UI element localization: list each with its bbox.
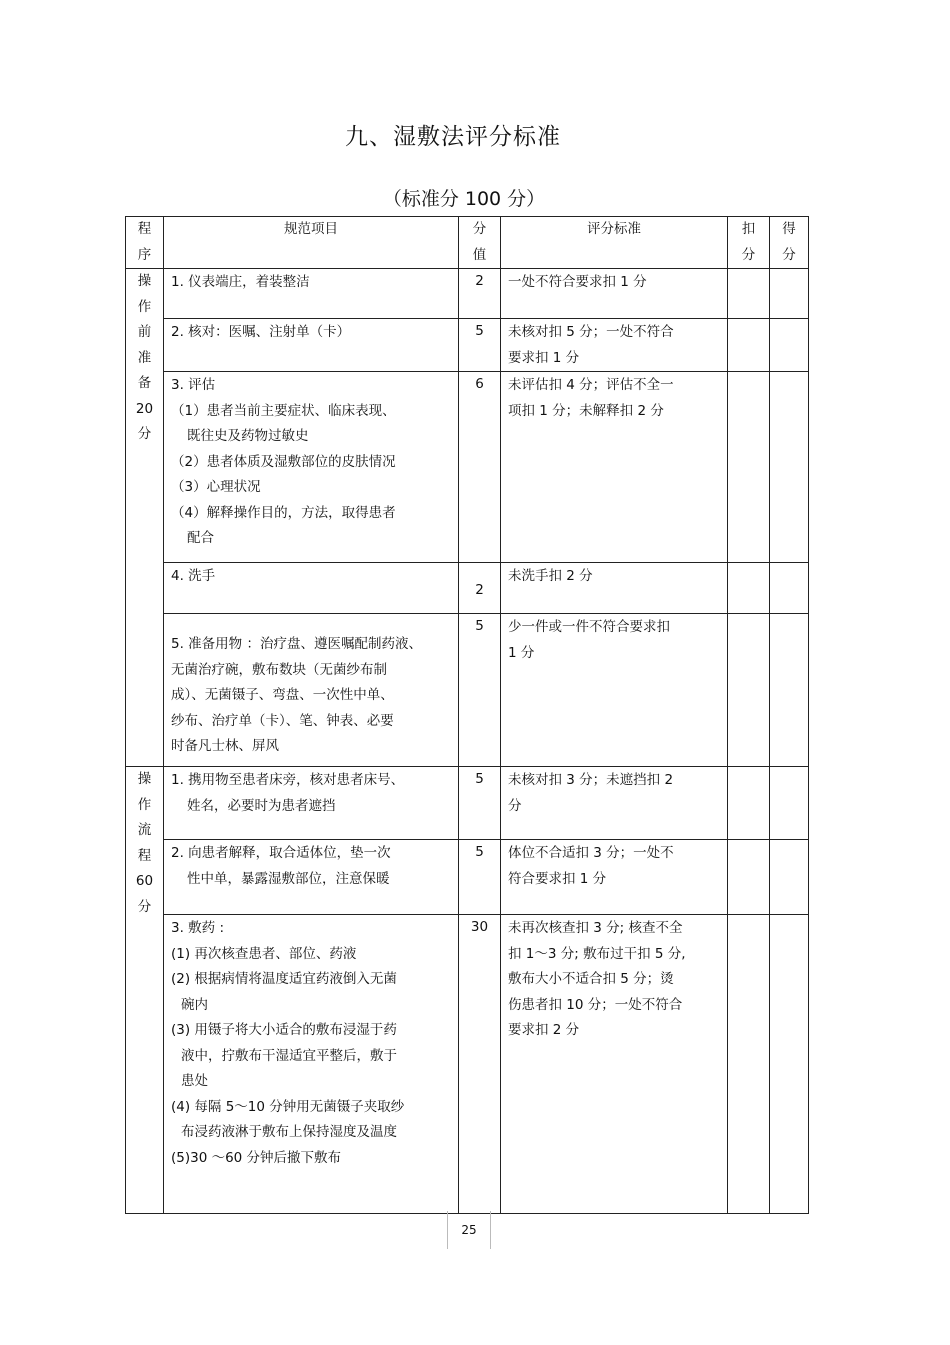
get-cell[interactable] — [770, 563, 809, 614]
score-cell: 5 — [459, 614, 501, 767]
header-item: 规范项目 — [164, 217, 459, 269]
score-cell: 6 — [459, 372, 501, 563]
table-row — [126, 372, 809, 563]
criteria-cell: 少一件或一件不符合要求扣 1 分 — [501, 614, 728, 767]
table-row — [126, 840, 809, 915]
table-row — [126, 563, 809, 614]
header-get: 得 分 — [770, 217, 809, 269]
item-cell: 3. 评估 （1）患者当前主要症状、临床表现、 既往史及药物过敏史 （2）患者体质及湿敷部位的皮肤情况 （3）心理状况 （4）解释操作目的，方法，取得患者 配合 — [164, 372, 459, 563]
deduct-cell[interactable] — [728, 319, 770, 372]
get-cell[interactable] — [770, 840, 809, 915]
item-cell: 5. 准备用物 ：治疗盘、遵医嘱配制药液、 无菌治疗碗，敷布数块（无菌纱布制 成）、无菌镊子、弯盘、一次性中单、 纱布、治疗单（卡）、笔、钟表、必要 时备凡士林、屏风 — [164, 614, 459, 767]
stage-prep: 操 作 前 准 备 20 分 — [126, 269, 164, 767]
score-cell: 2 — [459, 269, 501, 319]
table-header-row — [126, 217, 809, 269]
table-row — [126, 614, 809, 767]
deduct-cell[interactable] — [728, 767, 770, 840]
criteria-cell: 未核对扣 5 分；一处不符合 要求扣 1 分 — [501, 319, 728, 372]
page-number: 25 — [461, 1223, 477, 1237]
header-score: 分 值 — [459, 217, 501, 269]
item-cell: 2. 向患者解释，取合适体位，垫一次 性中单，暴露湿敷部位，注意保暖 — [164, 840, 459, 915]
criteria-cell: 未洗手扣 2 分 — [501, 563, 728, 614]
scoring-table — [125, 216, 809, 1214]
header-stage: 程 序 — [126, 217, 164, 269]
criteria-cell: 体位不合适扣 3 分；一处不 符合要求扣 1 分 — [501, 840, 728, 915]
page-title: 九、湿敷法评分标准 — [345, 124, 561, 150]
criteria-cell: 未评估扣 4 分；评估不全一 项扣 1 分；未解释扣 2 分 — [501, 372, 728, 563]
deduct-cell[interactable] — [728, 269, 770, 319]
deduct-cell[interactable] — [728, 614, 770, 767]
get-cell[interactable] — [770, 319, 809, 372]
table-row — [126, 319, 809, 372]
get-cell[interactable] — [770, 269, 809, 319]
deduct-cell[interactable] — [728, 915, 770, 1214]
header-criteria: 评分标准 — [501, 217, 728, 269]
score-cell: 30 — [459, 915, 501, 1214]
item-cell: 2. 核对：医嘱、注射单（卡） — [164, 319, 459, 372]
page-number-rule-right — [490, 1211, 491, 1249]
item-cell: 3. 敷药 : (1) 再次核查患者、部位、药液 (2) 根据病情将温度适宜药液倒入无菌 碗内 (3) 用镊子将大小适合的敷布浸湿于药 液中，拧敷布干湿适宜平整后，敷于 患处 (4) 每隔 5～10 分钟用无菌镊子夹取纱 布浸药液淋于敷布上保持湿度及温度 (5)30 ～60 分钟后撤下敷布 — [164, 915, 459, 1214]
item-cell: 1. 仪表端庄，着装整洁 — [164, 269, 459, 319]
table-row — [126, 915, 809, 1214]
score-cell: 5 — [459, 319, 501, 372]
score-cell: 5 — [459, 840, 501, 915]
table-row — [126, 269, 809, 319]
get-cell[interactable] — [770, 372, 809, 563]
item-cell: 1. 携用物至患者床旁，核对患者床号、 姓名，必要时为患者遮挡 — [164, 767, 459, 840]
criteria-cell: 一处不符合要求扣 1 分 — [501, 269, 728, 319]
criteria-cell: 未再次核查扣 3 分; 核查不全 扣 1～3 分; 敷布过干扣 5 分, 敷布大小不适合扣 5 分；烫 伤患者扣 10 分；一处不符合 要求扣 2 分 — [501, 915, 728, 1214]
criteria-cell: 未核对扣 3 分；未遮挡扣 2 分 — [501, 767, 728, 840]
deduct-cell[interactable] — [728, 372, 770, 563]
item-cell: 4. 洗手 — [164, 563, 459, 614]
page-subtitle: （标准分 100 分） — [382, 188, 546, 210]
table-row — [126, 767, 809, 840]
score-cell: 5 — [459, 767, 501, 840]
deduct-cell[interactable] — [728, 840, 770, 915]
get-cell[interactable] — [770, 767, 809, 840]
header-deduct: 扣 分 — [728, 217, 770, 269]
deduct-cell[interactable] — [728, 563, 770, 614]
stage-procedure: 操 作 流 程 60 分 — [126, 767, 164, 1214]
get-cell[interactable] — [770, 614, 809, 767]
get-cell[interactable] — [770, 915, 809, 1214]
score-cell: 2 — [459, 563, 501, 614]
